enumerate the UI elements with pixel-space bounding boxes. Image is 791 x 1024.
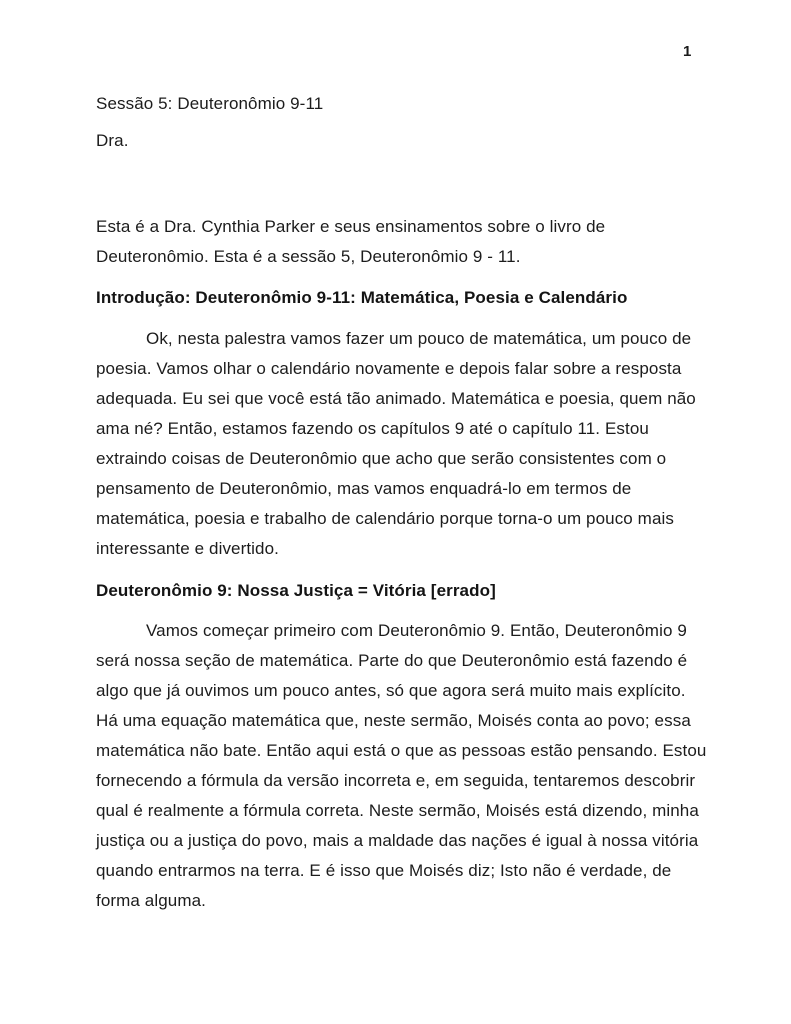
paragraph-line: pensamento de Deuteronômio, mas vamos enquadrá-lo em termos de xyxy=(96,479,632,498)
paragraph-line: adequada. Eu sei que você está tão animado. Matemática e poesia, quem não xyxy=(96,389,696,408)
paragraph-line: Esta é a Dra. Cynthia Parker e seus ensinamentos sobre o livro de xyxy=(96,217,606,236)
paragraph-line: matemática não bate. Então aqui está o que as pessoas estão pensando. Estou xyxy=(96,741,707,760)
paragraph-line: Há uma equação matemática que, neste sermão, Moisés conta ao povo; essa xyxy=(96,711,691,730)
document-body xyxy=(96,89,714,916)
paragraph-line: interessante e divertido. xyxy=(96,539,279,558)
paragraph-equacao-incorreta xyxy=(96,616,714,916)
paragraph-line: poesia. Vamos olhar o calendário novamente e depois falar sobre a resposta xyxy=(96,359,682,378)
paragraph-line: quando entrarmos na terra. E é isso que Moisés diz; Isto não é verdade, de xyxy=(96,861,672,880)
session-title: Sessão 5: Deuteronômio 9-11 xyxy=(96,94,324,113)
paragraph-line: qual é realmente a fórmula correta. Neste sermão, Moisés está dizendo, minha xyxy=(96,801,699,820)
paragraph-line: Vamos começar primeiro com Deuteronômio 9. Então, Deuteronômio 9 xyxy=(146,621,687,640)
paragraph-matematica-poesia xyxy=(96,324,714,564)
paragraph-line: forma alguma. xyxy=(96,891,206,910)
intro-paragraph xyxy=(96,212,714,272)
paragraph-line: fornecendo a fórmula da versão incorreta e, em seguida, tentaremos descobrir xyxy=(96,771,696,790)
page-number: 1 xyxy=(683,43,692,60)
paragraph-line: Deuteronômio. Esta é a sessão 5, Deuteronômio 9 - 11. xyxy=(96,247,521,266)
paragraph-line: algo que já ouvimos um pouco antes, só que agora será muito mais explícito. xyxy=(96,681,686,700)
paragraph-line: Ok, nesta palestra vamos fazer um pouco de matemática, um pouco de xyxy=(146,329,692,348)
paragraph-line: justiça ou a justiça do povo, mais a maldade das nações é igual à nossa vitória xyxy=(96,831,699,850)
paragraph-line: ama né? Então, estamos fazendo os capítulos 9 até o capítulo 11. Estou xyxy=(96,419,649,438)
speaker-label: Dra. xyxy=(96,131,129,150)
paragraph-line: matemática, poesia e trabalho de calendário porque torna-o um pouco mais xyxy=(96,509,674,528)
heading-deuteronomio-9: Deuteronômio 9: Nossa Justiça = Vitória [errado] xyxy=(96,581,496,600)
paragraph-line: extraindo coisas de Deuteronômio que acho que serão consistentes com o xyxy=(96,449,667,468)
paragraph-line: será nossa seção de matemática. Parte do que Deuteronômio está fazendo é xyxy=(96,651,688,670)
heading-introducao: Introdução: Deuteronômio 9-11: Matemática, Poesia e Calendário xyxy=(96,288,628,307)
